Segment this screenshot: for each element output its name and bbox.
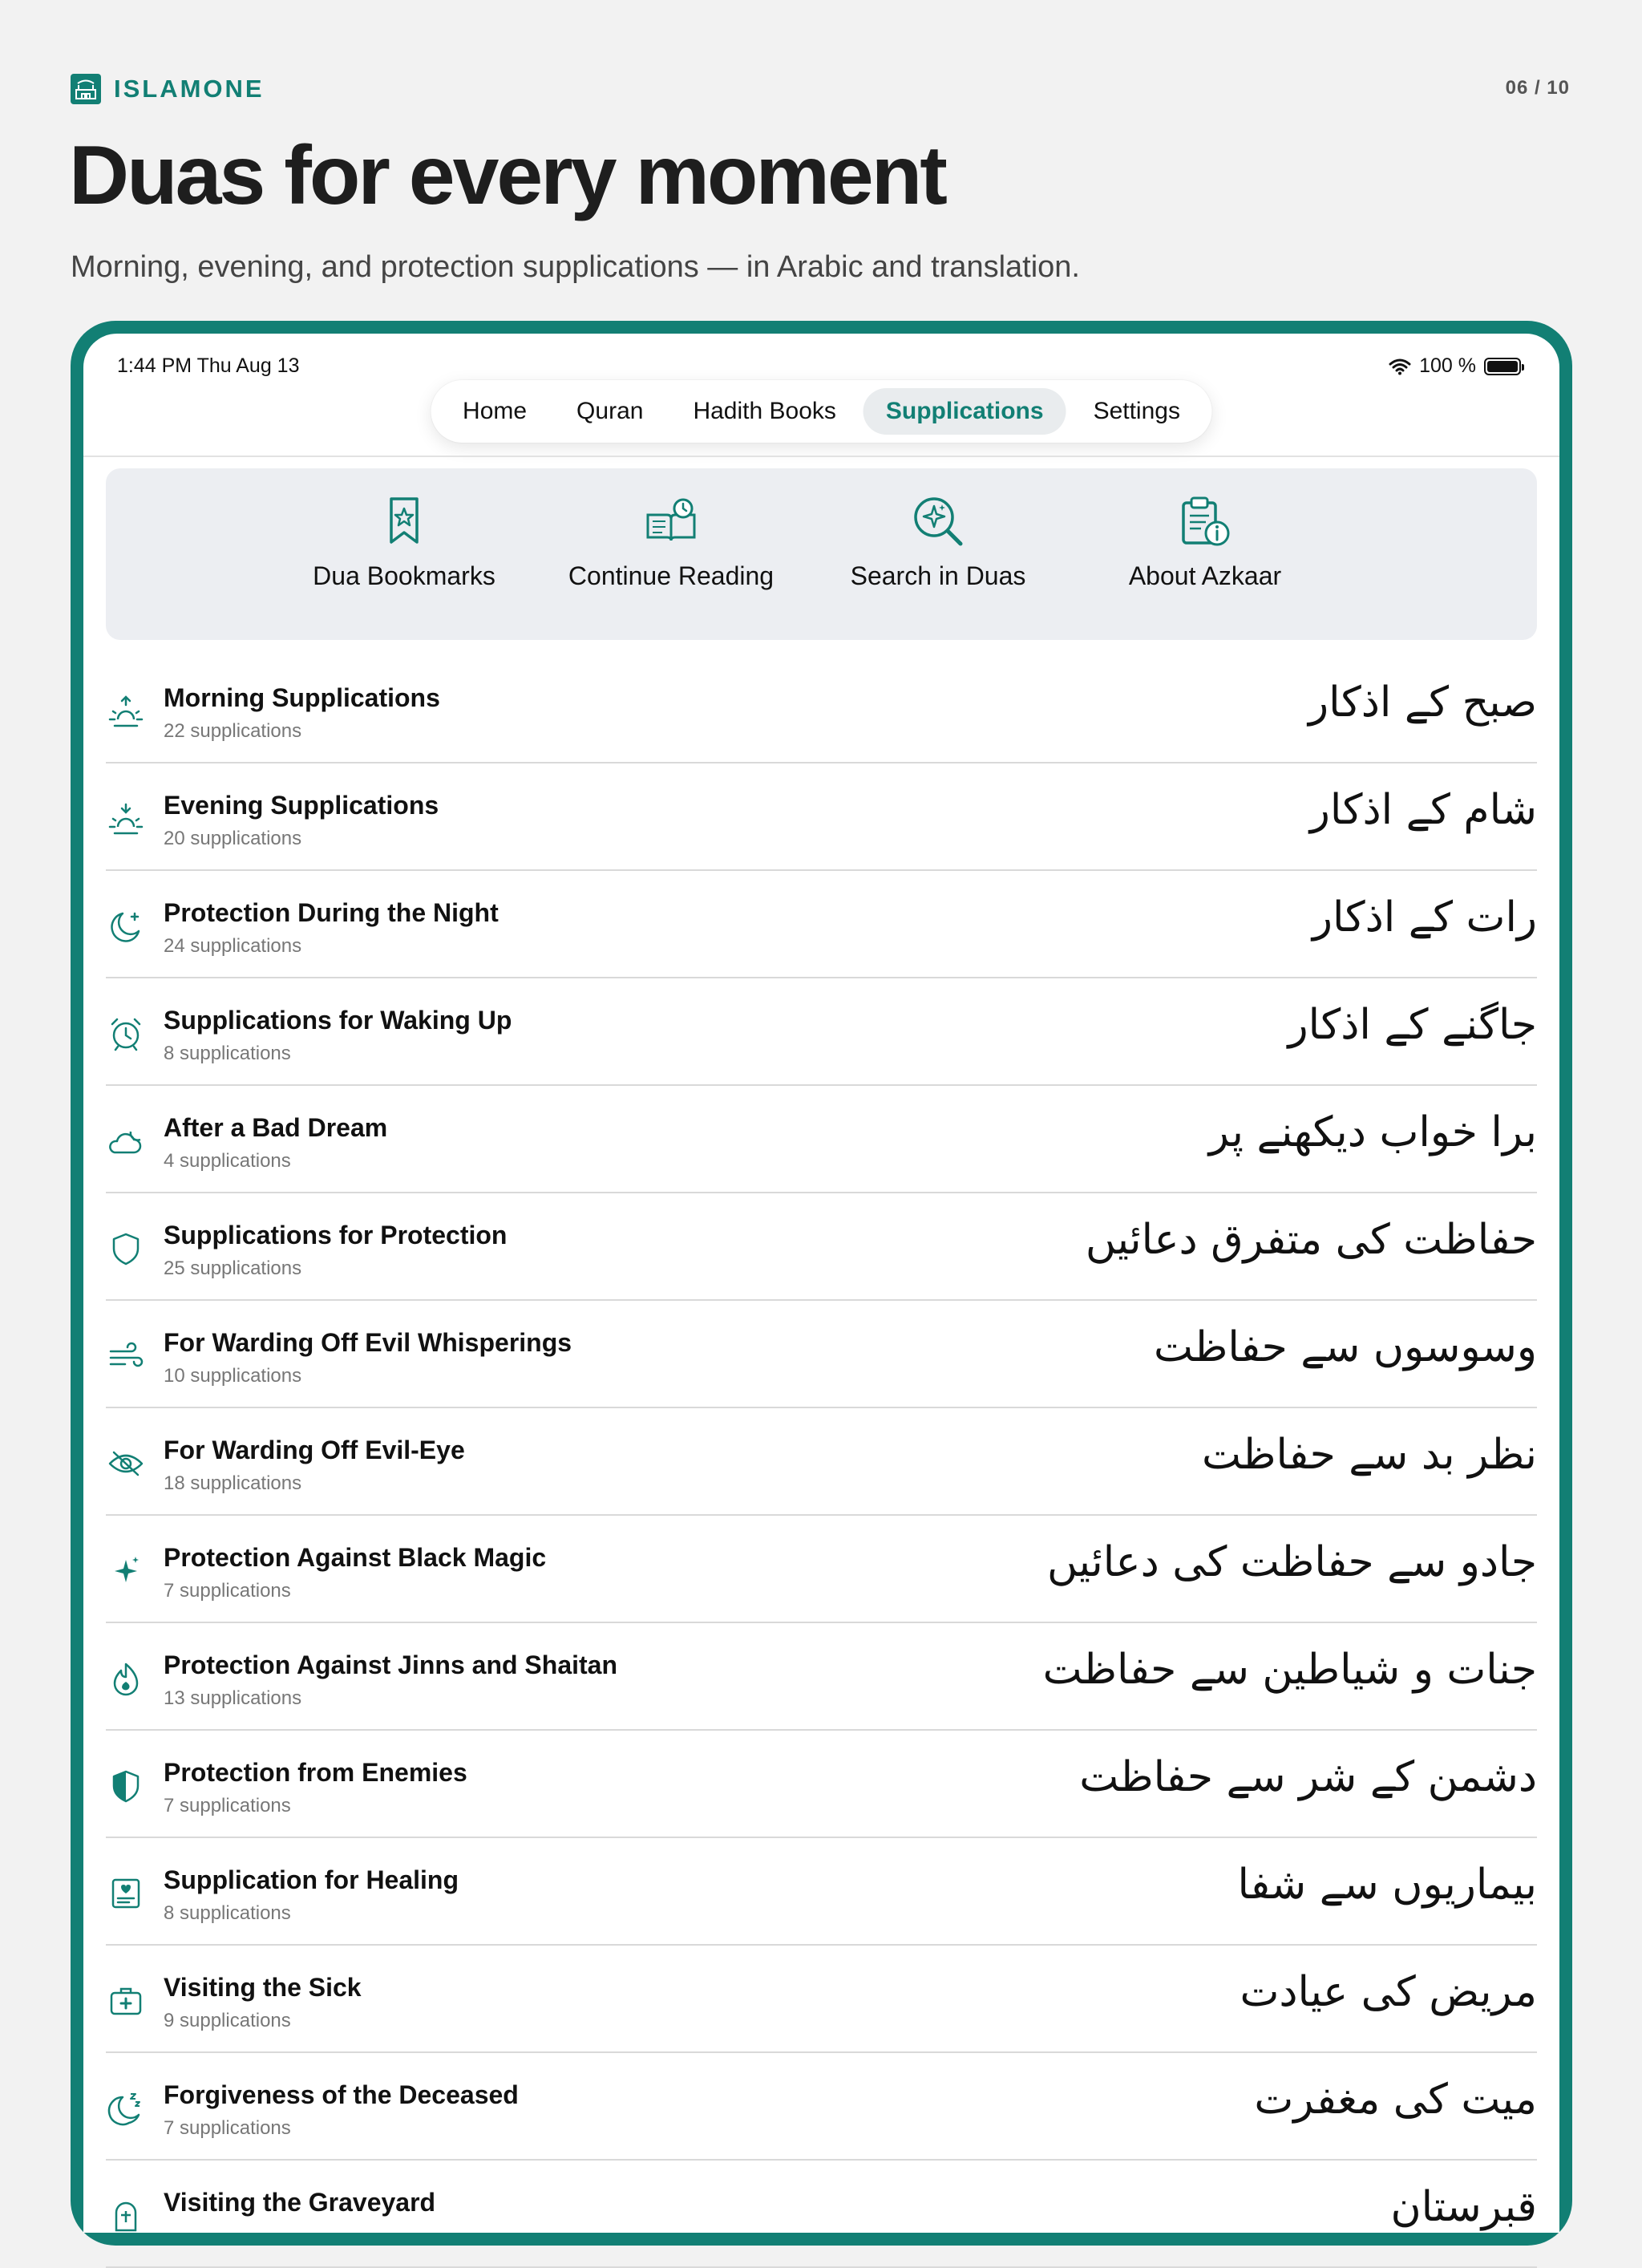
page-subtitle: Morning, evening, and protection supplications — in Arabic and translation. — [71, 250, 1080, 284]
category-count: 9 supplications — [164, 2010, 291, 2031]
sunset-icon — [106, 799, 146, 839]
medical-chart-icon — [106, 1873, 146, 1914]
list-item[interactable] — [106, 656, 1537, 763]
category-count: 13 supplications — [164, 1687, 302, 1709]
category-count: 7 supplications — [164, 1795, 291, 1816]
category-urdu-title: بیماریوں سے شفا — [1237, 1861, 1537, 1909]
moon-stars-icon — [106, 906, 146, 946]
about-azkaar-label: About Azkaar — [1128, 561, 1282, 590]
list-item[interactable] — [106, 763, 1537, 871]
list-item[interactable] — [106, 2161, 1537, 2268]
list-item[interactable] — [106, 871, 1537, 978]
category-title: Supplication for Healing — [164, 1865, 459, 1894]
bookmark-star-icon — [284, 492, 524, 550]
category-count: 25 supplications — [164, 1258, 302, 1279]
category-urdu-title: صبح کے اذکار — [1308, 678, 1537, 727]
category-title: Protection Against Black Magic — [164, 1543, 547, 1572]
category-urdu-title: مریض کی عیادت — [1240, 1968, 1537, 2016]
open-book-icon — [551, 492, 791, 550]
battery-percent: 100 % — [1419, 354, 1476, 377]
page-title: Duas for every moment — [69, 129, 945, 222]
shield-icon — [106, 1229, 146, 1269]
app-screen — [83, 334, 1559, 2233]
half-shield-icon — [106, 1766, 146, 1806]
continue-reading-label: Continue Reading — [568, 561, 774, 590]
list-item[interactable] — [106, 2053, 1537, 2161]
category-urdu-title: میت کی مغفرت — [1254, 2076, 1537, 2124]
list-item[interactable] — [106, 1193, 1537, 1301]
category-title: Forgiveness of the Deceased — [164, 2080, 519, 2109]
moon-zzz-icon — [106, 2088, 146, 2128]
category-urdu-title: جاگنے کے اذکار — [1288, 1001, 1537, 1049]
category-urdu-title: دشمن کے شر سے حفاظت — [1079, 1753, 1537, 1801]
status-indicators — [1389, 354, 1521, 378]
continue-reading-button[interactable] — [551, 492, 791, 591]
header-divider — [83, 456, 1559, 457]
category-count: 18 supplications — [164, 1472, 302, 1494]
category-urdu-title: جادو سے حفاظت کی دعائیں — [1046, 1538, 1537, 1586]
category-title: Protection During the Night — [164, 898, 499, 927]
category-count: 8 supplications — [164, 1902, 291, 1924]
eye-slash-icon — [106, 1444, 146, 1484]
tablet-frame — [71, 321, 1572, 2246]
category-count: 4 supplications — [164, 1150, 291, 1172]
list-item[interactable] — [106, 1838, 1537, 1946]
supplication-categories-list — [106, 656, 1537, 2268]
list-item[interactable] — [106, 1731, 1537, 1838]
category-title: For Warding Off Evil Whisperings — [164, 1328, 572, 1357]
category-title: Supplications for Waking Up — [164, 1006, 512, 1035]
category-urdu-title: برا خواب دیکھنے پر — [1208, 1108, 1537, 1156]
category-count: 8 supplications — [164, 1043, 291, 1064]
list-item[interactable] — [106, 1408, 1537, 1516]
status-time: 1:44 PM Thu Aug 13 — [117, 354, 300, 377]
category-urdu-title: رات کے اذکار — [1312, 893, 1537, 942]
category-title: Protection Against Jinns and Shaitan — [164, 1650, 617, 1679]
grave-icon — [106, 2196, 146, 2236]
list-item[interactable] — [106, 1301, 1537, 1408]
search-sparkle-icon — [818, 492, 1058, 550]
list-item[interactable] — [106, 1086, 1537, 1193]
tab-home[interactable]: Home — [463, 398, 528, 424]
sparkles-icon — [106, 1551, 146, 1591]
tab-hadith-books[interactable]: Hadith Books — [693, 398, 836, 424]
category-title: Visiting the Sick — [164, 1973, 362, 2002]
tab-settings[interactable]: Settings — [1093, 398, 1180, 424]
category-title: Supplications for Protection — [164, 1221, 508, 1249]
category-urdu-title: حفاظت کی متفرق دعائیں — [1085, 1216, 1537, 1264]
cloud-moon-icon — [106, 1121, 146, 1161]
dua-bookmarks-button[interactable] — [284, 492, 524, 591]
list-item[interactable] — [106, 978, 1537, 1086]
category-title: Evening Supplications — [164, 791, 439, 820]
tab-supplications[interactable]: Supplications — [863, 388, 1066, 435]
list-item[interactable] — [106, 1623, 1537, 1731]
alarm-clock-icon — [106, 1014, 146, 1054]
battery-icon — [1484, 358, 1521, 375]
category-title: Protection from Enemies — [164, 1758, 467, 1787]
category-urdu-title: قبرستان — [1390, 2183, 1537, 2231]
about-azkaar-button[interactable] — [1085, 492, 1325, 591]
category-count: 10 supplications — [164, 1365, 302, 1387]
category-title: Visiting the Graveyard — [164, 2188, 436, 2217]
quick-actions — [106, 468, 1537, 640]
category-count: 7 supplications — [164, 2117, 291, 2139]
category-title: Morning Supplications — [164, 683, 440, 712]
page-counter: 06 / 10 — [1505, 77, 1570, 99]
list-item[interactable] — [106, 1946, 1537, 2053]
category-count: 7 supplications — [164, 1580, 291, 1602]
status-bar — [83, 354, 1559, 383]
dua-bookmarks-label: Dua Bookmarks — [313, 561, 495, 590]
category-count: 20 supplications — [164, 828, 302, 849]
tab-bar — [431, 380, 1212, 443]
brand — [71, 74, 265, 104]
wind-icon — [106, 1336, 146, 1376]
list-item[interactable] — [106, 1516, 1537, 1623]
flame-icon — [106, 1658, 146, 1699]
category-count: 22 supplications — [164, 720, 302, 742]
sunrise-icon — [106, 691, 146, 731]
search-in-duas-label: Search in Duas — [850, 561, 1026, 590]
category-title: After a Bad Dream — [164, 1113, 388, 1142]
search-in-duas-button[interactable] — [818, 492, 1058, 591]
category-title: For Warding Off Evil-Eye — [164, 1436, 465, 1464]
brand-name: ISLAMONE — [114, 75, 265, 103]
wifi-icon — [1389, 358, 1411, 375]
category-count: 24 supplications — [164, 935, 302, 957]
category-urdu-title: شام کے اذکار — [1309, 786, 1537, 834]
clipboard-info-icon — [1085, 492, 1325, 550]
medkit-icon — [106, 1981, 146, 2021]
app-logo-icon — [71, 74, 101, 104]
category-urdu-title: جنات و شیاطین سے حفاظت — [1042, 1646, 1537, 1694]
tab-quran[interactable]: Quran — [576, 398, 644, 424]
category-urdu-title: وسوسوں سے حفاظت — [1153, 1323, 1537, 1371]
category-urdu-title: نظر بد سے حفاظت — [1202, 1431, 1537, 1479]
